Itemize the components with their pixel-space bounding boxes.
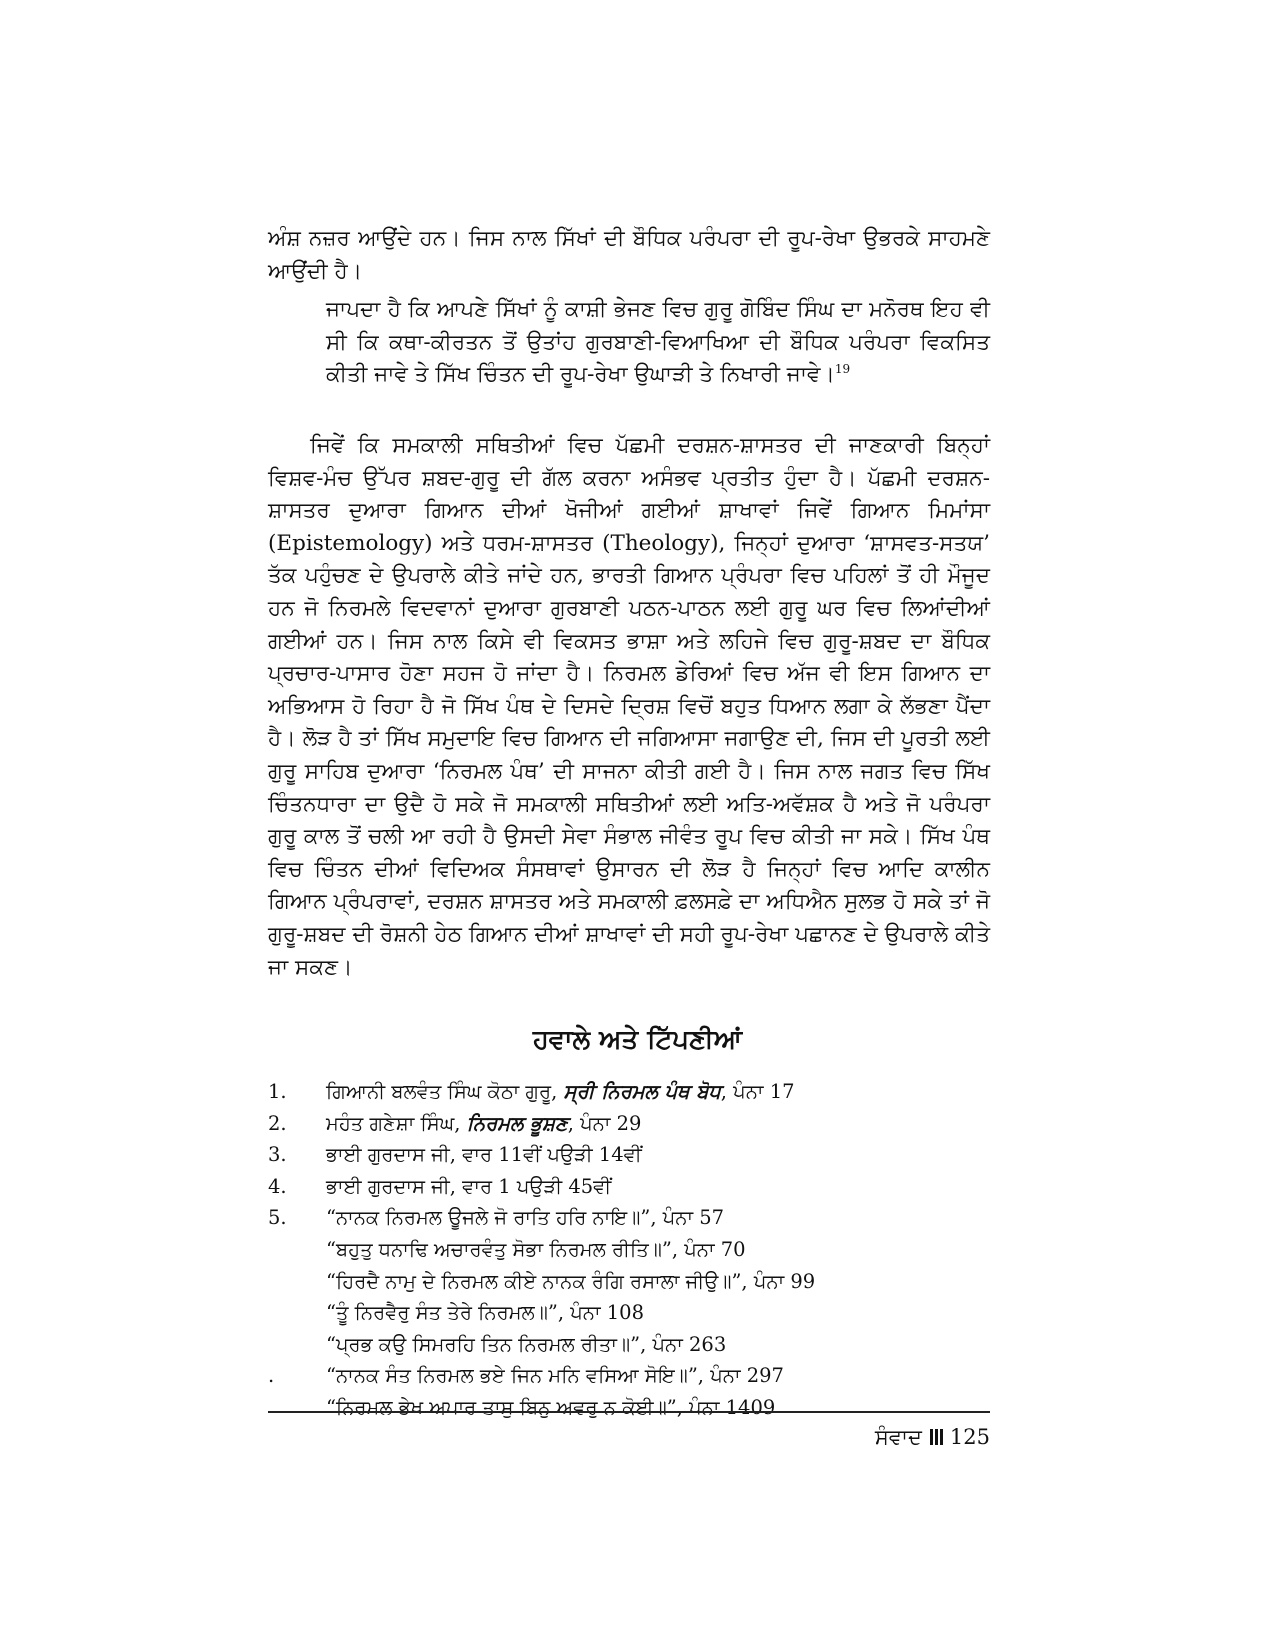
note-number: 1. [268, 1080, 287, 1103]
note-text: “ਨਿਰਮਲ ਭੇਖ ਅਪਾਰ ਤਾਸੁ ਬਿਨੁ ਅਵਰੁ ਨ ਕੋਈ॥”, ਪੰਨਾ 1409 [326, 1395, 776, 1419]
note-book-title: ਨਿਰਮਲ ਭੂਸ਼ਣ [466, 1111, 568, 1135]
notes-heading: ਹਵਾਲੇ ਅਤੇ ਟਿੱਪਣੀਆਂ [532, 1025, 743, 1055]
note-number: 2. [268, 1111, 287, 1135]
note-text-pre: ਮਹੰਤ ਗਣੇਸ਼ਾ ਸਿੰਘ, [326, 1111, 467, 1135]
note-number: . [268, 1364, 275, 1388]
note-text: ਭਾਈ ਗੁਰਦਾਸ ਜੀ, ਵਾਰ 11ਵੀਂ ਪਉੜੀ 14ਵੀਂ [326, 1143, 642, 1167]
note-item [268, 1171, 990, 1203]
note-text: “ਨਾਨਕ ਸੰਤ ਨਿਰਮਲ ਭਏ ਜਿਨ ਮਨਿ ਵਸਿਆ ਸੋਇ॥”, ਪੰਨਾ 297 [326, 1364, 784, 1388]
note-text: “ਪ੍ਰਭ ਕਉ ਸਿਮਰਹਿ ਤਿਨ ਨਿਰਮਲ ਰੀਤਾ॥”, ਪੰਨਾ 263 [326, 1332, 727, 1356]
note-text [326, 1108, 641, 1140]
note-text: “ਤੂੰ ਨਿਰਵੈਰੁ ਸੰਤ ਤੇਰੇ ਨਿਰਮਲ॥”, ਪੰਨਾ 108 [326, 1301, 644, 1325]
note-text [326, 1076, 795, 1108]
note-item [268, 1266, 990, 1298]
note-item [268, 1076, 990, 1108]
note-text-pre: ਗਿਆਨੀ ਬਲਵੰਤ ਸਿੰਘ ਕੋਠਾ ਗੁਰੂ, [326, 1080, 564, 1103]
journal-name: ਸੰਵਾਦ [874, 1425, 922, 1449]
note-book-title: ਸ੍ਰੀ ਨਿਰਮਲ ਪੰਥ ਬੋਧ [563, 1080, 721, 1103]
body-paragraph-2: ਜਿਵੇਂ ਕਿ ਸਮਕਾਲੀ ਸਥਿਤੀਆਂ ਵਿਚ ਪੱਛਮੀ ਦਰਸ਼ਨ-ਸ਼ਾਸਤਰ ਦੀ ਜਾਣਕਾਰੀ ਬਿਨ੍ਹਾਂ ਵਿਸ਼ਵ-ਮੰਚ ਉੱਪਰ ਸ਼ਬਦ-ਗੁਰੂ ਦੀ ਗੱਲ ਕਰਨਾ ਅਸੰਭਵ ਪ੍ਰਤੀਤ ਹੁੰਦਾ ਹੈ। ਪੱਛਮੀ ਦਰਸ਼ਨ-ਸ਼ਾਸਤਰ ਦੁਆਰਾ ਗਿਆਨ ਦੀਆਂ ਖੋਜੀਆਂ ਗਈਆਂ ਸ਼ਾਖਾਵਾਂ ਜਿਵੇਂ ਗਿਆਨ ਮਿਮਾਂਸਾ (Epistemology) ਅਤੇ ਧਰਮ-ਸ਼ਾਸਤਰ (Theology), ਜਿਨ੍ਹਾਂ ਦੁਆਰਾ ‘ਸ਼ਾਸਵਤ-ਸਤਯ’ ਤੱਕ ਪਹੁੰਚਣ ਦੇ ਉਪਰਾਲੇ ਕੀਤੇ ਜਾਂਦੇ ਹਨ, ਭਾਰਤੀ ਗਿਆਨ ਪ੍ਰੰਪਰਾ ਵਿਚ ਪਹਿਲਾਂ ਤੋਂ ਹੀ ਮੌਜੂਦ ਹਨ ਜੋ ਨਿਰਮਲੇ ਵਿਦਵਾਨਾਂ ਦੁਆਰਾ ਗੁਰਬਾਣੀ ਪਠਨ-ਪਾਠਨ ਲਈ ਗੁਰੂ ਘਰ ਵਿਚ ਲਿਆਂਦੀਆਂ ਗਈਆਂ ਹਨ। ਜਿਸ ਨਾਲ ਕਿਸੇ ਵੀ ਵਿਕਸਤ ਭਾਸ਼ਾ ਅਤੇ ਲਹਿਜੇ ਵਿਚ ਗੁਰੂ-ਸ਼ਬਦ ਦਾ ਬੌਧਿਕ ਪ੍ਰਚਾਰ-ਪਾਸਾਰ ਹੋਣਾ ਸਹਜ ਹੋ ਜਾਂਦਾ ਹੈ। ਨਿਰਮਲ ਡੇਰਿਆਂ ਵਿਚ ਅੱਜ ਵੀ ਇਸ ਗਿਆਨ ਦਾ ਅਭਿਆਸ ਹੋ ਰਿਹਾ ਹੈ ਜੋ ਸਿੱਖ ਪੰਥ ਦੇ ਦਿਸਦੇ ਦ੍ਰਿਸ਼ ਵਿਚੋਂ ਬਹੁਤ ਧਿਆਨ ਲਗਾ ਕੇ ਲੱਭਣਾ ਪੈਂਦਾ ਹੈ। ਲੋੜ ਹੈ ਤਾਂ ਸਿੱਖ ਸਮੁਦਾਇ ਵਿਚ ਗਿਆਨ ਦੀ ਜਗਿਆਸਾ ਜਗਾਉਣ ਦੀ, ਜਿਸ ਦੀ ਪੂਰਤੀ ਲਈ ਗੁਰੂ ਸਾਹਿਬ ਦੁਆਰਾ ‘ਨਿਰਮਲ ਪੰਥ’ ਦੀ ਸਾਜਨਾ ਕੀਤੀ ਗਈ ਹੈ। ਜਿਸ ਨਾਲ ਜਗਤ ਵਿਚ ਸਿੱਖ ਚਿੰਤਨਧਾਰਾ ਦਾ ਉਦੈ ਹੋ ਸਕੇ ਜੋ ਸਮਕਾਲੀ ਸਥਿਤੀਆਂ ਲਈ ਅਤਿ-ਅਵੱਸ਼ਕ ਹੈ ਅਤੇ ਜੋ ਪਰੰਪਰਾ ਗੁਰੂ ਕਾਲ ਤੋਂ ਚਲੀ ਆ ਰਹੀ ਹੈ ਉਸਦੀ ਸੇਵਾ ਸੰਭਾਲ ਜੀਵੰਤ ਰੂਪ ਵਿਚ ਕੀਤੀ ਜਾ ਸਕੇ। ਸਿੱਖ ਪੰਥ ਵਿਚ ਚਿੰਤਨ ਦੀਆਂ ਵਿਦਿਅਕ ਸੰਸਥਾਵਾਂ ਉਸਾਰਨ ਦੀ ਲੋੜ ਹੈ ਜਿਨ੍ਹਾਂ ਵਿਚ ਆਦਿ ਕਾਲੀਨ ਗਿਆਨ ਪ੍ਰੰਪਰਾਵਾਂ, ਦਰਸ਼ਨ ਸ਼ਾਸਤਰ ਅਤੇ ਸਮਕਾਲੀ ਫ਼ਲਸਫ਼ੇ ਦਾ ਅਧਿਐਨ ਸੁਲਭ ਹੋ ਸਕੇ ਤਾਂ ਜੋ ਗੁਰੂ-ਸ਼ਬਦ ਦੀ ਰੋਸ਼ਨੀ ਹੇਠ ਗਿਆਨ ਦੀਆਂ ਸ਼ਾਖਾਵਾਂ ਦੀ ਸਹੀ ਰੂਪ-ਰੇਖਾ ਪਛਾਨਣ ਦੇ ਉਪਰਾਲੇ ਕੀਤੇ ਜਾ ਸਕਣ। [268, 433, 990, 980]
footnote-ref: 19 [834, 362, 851, 377]
page-footer [875, 1422, 990, 1452]
note-text-post: , ਪੰਨਾ 17 [720, 1080, 795, 1103]
separator-bars-icon [930, 1429, 944, 1445]
block-quote-text: ਜਾਪਦਾ ਹੈ ਕਿ ਆਪਣੇ ਸਿੱਖਾਂ ਨੂੰ ਕਾਸ਼ੀ ਭੇਜਣ ਵਿਚ ਗੁਰੂ ਗੋਬਿੰਦ ਸਿੰਘ ਦਾ ਮਨੋਰਥ ਇਹ ਵੀ ਸੀ ਕਿ ਕਥਾ-ਕੀਰਤਨ ਤੋਂ ਉਤਾਂਹ ਗੁਰਬਾਣੀ-ਵਿਆਖਿਆ ਦੀ ਬੌਧਿਕ ਪਰੰਪਰਾ ਵਿਕਸਿਤ ਕੀਤੀ ਜਾਵੇ ਤੇ ਸਿੱਖ ਚਿੰਤਨ ਦੀ ਰੂਪ-ਰੇਖਾ ਉਘਾੜੀ ਤੇ ਨਿਖਾਰੀ ਜਾਵੇ। [326, 297, 990, 388]
note-item [268, 1297, 990, 1329]
page-number: 125 [949, 1425, 990, 1449]
note-number: 3. [268, 1143, 287, 1167]
note-number: 5. [268, 1206, 287, 1230]
note-item [268, 1108, 990, 1140]
footer-divider [268, 1411, 990, 1413]
block-quote [326, 294, 990, 392]
note-item [268, 1329, 990, 1361]
note-text: “ਹਿਰਦੈ ਨਾਮੁ ਦੇ ਨਿਰਮਲ ਕੀਏ ਨਾਨਕ ਰੰਗਿ ਰਸਾਲਾ ਜੀਉ॥”, ਪੰਨਾ 99 [326, 1269, 816, 1293]
note-number: 4. [268, 1174, 287, 1198]
note-text: “ਬਹੁਤੁ ਧਨਾਢਿ ਅਚਾਰਵੰਤੁ ਸੋਭਾ ਨਿਰਮਲ ਰੀਤਿ॥”, ਪੰਨਾ 70 [326, 1237, 746, 1261]
note-item [268, 1234, 990, 1266]
notes-list [268, 1076, 990, 1424]
note-text-post: , ਪੰਨਾ 29 [567, 1111, 642, 1135]
note-item [268, 1202, 990, 1234]
note-item [268, 1392, 990, 1424]
note-text: ਭਾਈ ਗੁਰਦਾਸ ਜੀ, ਵਾਰ 1 ਪਉੜੀ 45ਵੀਂ [326, 1174, 612, 1198]
body-paragraph-1: ਅੰਸ਼ ਨਜ਼ਰ ਆਉਂਦੇ ਹਨ। ਜਿਸ ਨਾਲ ਸਿੱਖਾਂ ਦੀ ਬੌਧਿਕ ਪਰੰਪਰਾ ਦੀ ਰੂਪ-ਰੇਖਾ ਉਭਰਕੇ ਸਾਹਮਣੇ ਆਉਂਦੀ ਹੈ। [268, 226, 990, 284]
note-item [268, 1360, 990, 1392]
note-text: “ਨਾਨਕ ਨਿਰਮਲ ਊਜਲੇ ਜੋ ਰਾਤਿ ਹਰਿ ਨਾਇ॥”, ਪੰਨਾ 57 [326, 1206, 725, 1230]
note-item [268, 1139, 990, 1171]
